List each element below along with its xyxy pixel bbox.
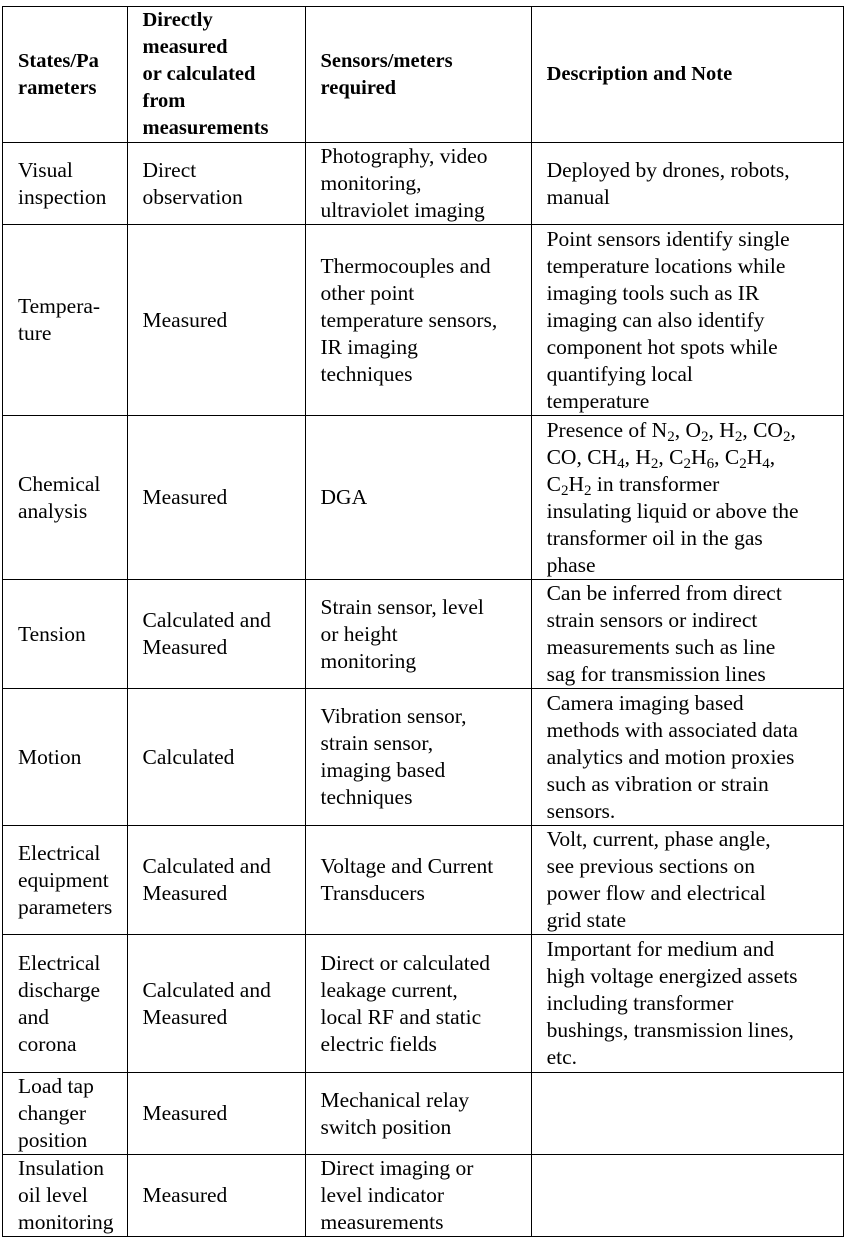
cell-method: Measured [127, 1155, 305, 1237]
cell-sensors: Photography, video monitoring, ultraviolet imaging [305, 143, 531, 225]
cell-state: Motion [3, 689, 128, 826]
table-row [3, 416, 844, 580]
cell-state: Load tap changer position [3, 1073, 128, 1155]
cell-method: Calculated and Measured [127, 826, 305, 935]
cell-method: Measured [127, 1073, 305, 1155]
cell-note: Can be inferred from direct strain sensors or indirect measurements such as line sag for transmission lines [531, 580, 843, 689]
cell-sensors: Voltage and Current Transducers [305, 826, 531, 935]
cell-note: Volt, current, phase angle, see previous sections on power flow and electrical grid state [531, 826, 843, 935]
cell-method: Calculated and Measured [127, 935, 305, 1073]
cell-state: Electrical equipment parameters [3, 826, 128, 935]
cell-method: Measured [127, 416, 305, 580]
cell-note [531, 1073, 843, 1155]
table-row [3, 1155, 844, 1237]
chemical-note-text: Presence of $N_2$, $O_2$, $H_2$, $CO_2$, CO, $CH_4$, $H_2$, $C_2H_6$, $C_2H_4$, $C_2H_2$ in transformer insulating liquid or above the transformer oil in the gas phase [546, 417, 799, 577]
header-states-parameters: States/Pa rameters [3, 7, 128, 143]
table-row [3, 143, 844, 225]
sensor-table [2, 6, 844, 1237]
cell-sensors: Strain sensor, level or height monitoring [305, 580, 531, 689]
cell-method: Measured [127, 225, 305, 416]
cell-method: Direct observation [127, 143, 305, 225]
cell-sensors: Vibration sensor, strain sensor, imaging based techniques [305, 689, 531, 826]
cell-note: Point sensors identify single temperature locations while imaging tools such as IR imaging can also identify component hot spots while quantifying local temperature [531, 225, 843, 416]
cell-method: Calculated and Measured [127, 580, 305, 689]
cell-sensors: DGA [305, 416, 531, 580]
cell-note: Camera imaging based methods with associated data analytics and motion proxies such as vibration or strain sensors. [531, 689, 843, 826]
header-sensors-required: Sensors/meters required [305, 7, 531, 143]
cell-method: Calculated [127, 689, 305, 826]
cell-sensors: Direct or calculated leakage current, local RF and static electric fields [305, 935, 531, 1073]
cell-state: Insulation oil level monitoring [3, 1155, 128, 1237]
cell-note: Important for medium and high voltage energized assets including transformer bushings, transmission lines, etc. [531, 935, 843, 1073]
table-row [3, 935, 844, 1073]
cell-state: Tension [3, 580, 128, 689]
cell-state: Electrical discharge and corona [3, 935, 128, 1073]
cell-sensors: Direct imaging or level indicator measurements [305, 1155, 531, 1237]
cell-state: Visual inspection [3, 143, 128, 225]
cell-state: Chemical analysis [3, 416, 128, 580]
cell-sensors: Thermocouples and other point temperature sensors, IR imaging techniques [305, 225, 531, 416]
table-row [3, 826, 844, 935]
cell-sensors: Mechanical relay switch position [305, 1073, 531, 1155]
table-row [3, 1073, 844, 1155]
table-row [3, 225, 844, 416]
cell-note: Deployed by drones, robots, manual [531, 143, 843, 225]
cell-note [531, 1155, 843, 1237]
table-row [3, 580, 844, 689]
header-row [3, 7, 844, 143]
cell-note [531, 416, 843, 580]
table-row [3, 689, 844, 826]
header-description-note: Description and Note [531, 7, 843, 143]
cell-state: Tempera- ture [3, 225, 128, 416]
header-measured-or-calculated: Directly measured or calculated from measurements [127, 7, 305, 143]
